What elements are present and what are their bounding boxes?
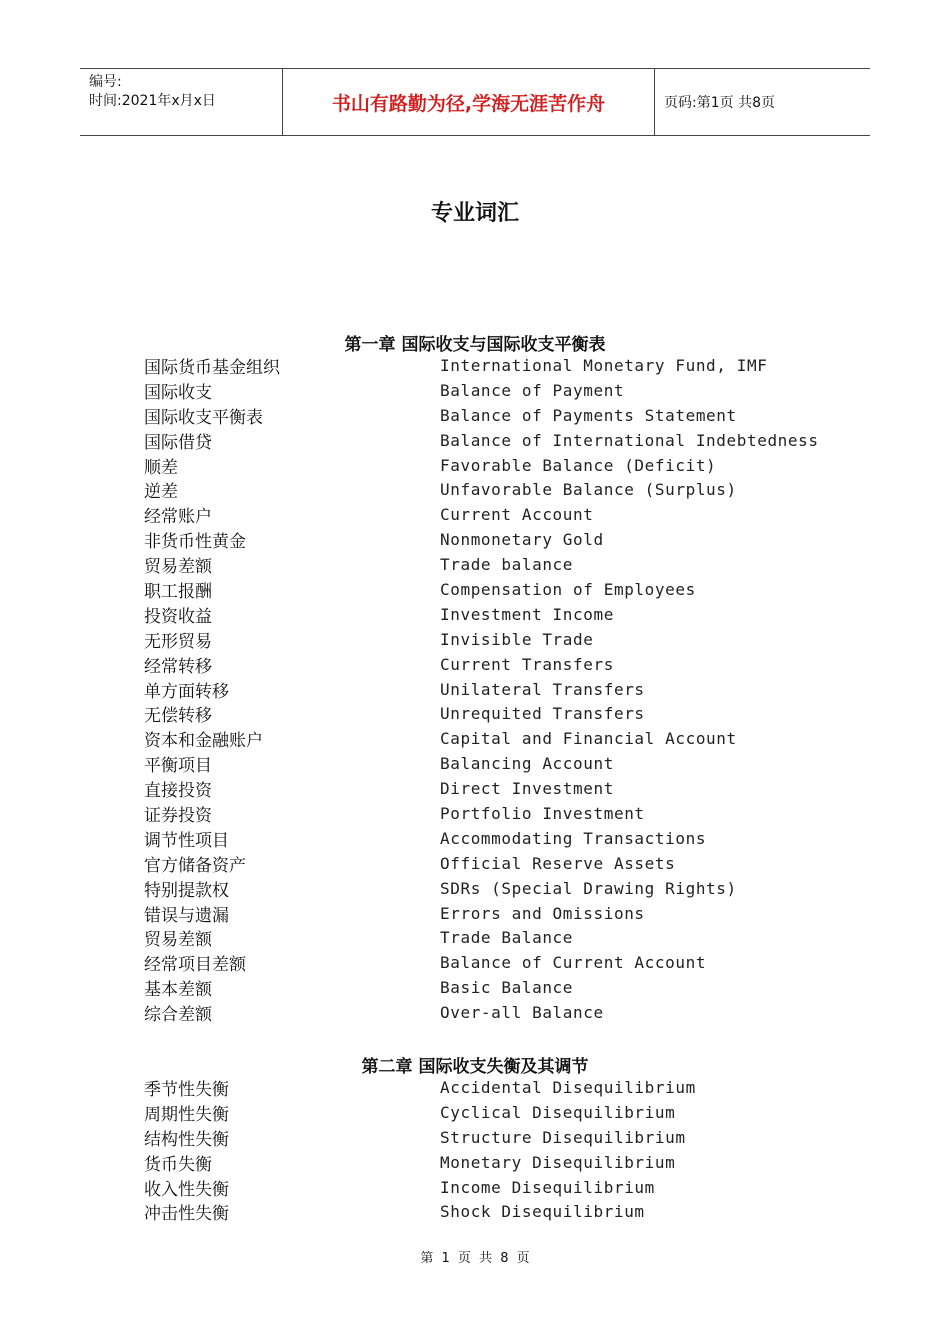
term-english: Trade Balance [440, 928, 574, 948]
number-label: 编号: [89, 74, 122, 90]
term-english: Shock Disequilibrium [440, 1202, 645, 1222]
term-english: Official Reserve Assets [440, 853, 676, 873]
term-row [144, 950, 844, 975]
term-row [144, 851, 844, 876]
term-row [144, 1125, 844, 1150]
term-english: Unrequited Transfers [440, 704, 645, 724]
term-chinese: 证券投资 [144, 805, 212, 826]
term-english: Current Account [440, 505, 594, 525]
chapter-2-heading: 第二章 国际收支失衡及其调节 [361, 1057, 589, 1077]
term-row [144, 403, 844, 428]
term-chinese: 特别提款权 [144, 880, 229, 901]
term-chinese: 货币失衡 [144, 1154, 212, 1175]
header-meta [80, 69, 282, 135]
term-english: Accidental Disequilibrium [440, 1077, 696, 1097]
term-row [144, 751, 844, 776]
term-chinese: 国际货币基金组织 [144, 357, 280, 378]
term-chinese: 综合差额 [144, 1005, 212, 1026]
term-english: Basic Balance [440, 978, 574, 998]
term-chinese: 经常账户 [144, 507, 212, 528]
term-row [144, 901, 844, 926]
term-english: Capital and Financial Account [440, 729, 737, 749]
term-english: Over-all Balance [440, 1003, 604, 1023]
page-footer: 第 1 页 共 8 页 [420, 1251, 530, 1266]
term-row [144, 552, 844, 577]
term-row [144, 1199, 844, 1224]
term-row [144, 353, 844, 378]
term-row [144, 975, 844, 1000]
term-row [144, 726, 844, 751]
term-row [144, 577, 844, 602]
term-row [144, 1075, 844, 1100]
term-chinese: 无偿转移 [144, 706, 212, 727]
chapter-1-heading: 第一章 国际收支与国际收支平衡表 [344, 335, 606, 355]
term-chinese: 收入性失衡 [144, 1179, 229, 1200]
term-row [144, 826, 844, 851]
term-english: Cyclical Disequilibrium [440, 1102, 676, 1122]
term-row [144, 1175, 844, 1200]
term-chinese: 冲击性失衡 [144, 1204, 229, 1225]
term-chinese: 逆差 [144, 482, 178, 503]
term-english: Nonmonetary Gold [440, 530, 604, 550]
term-english: Balance of Payments Statement [440, 405, 737, 425]
term-english: International Monetary Fund, IMF [440, 355, 768, 375]
term-english: Invisible Trade [440, 629, 594, 649]
term-english: Portfolio Investment [440, 803, 645, 823]
term-row [144, 477, 844, 502]
term-row [144, 652, 844, 677]
term-chinese: 职工报酬 [144, 581, 212, 602]
term-row [144, 1100, 844, 1125]
term-english: Income Disequilibrium [440, 1177, 655, 1197]
term-row [144, 701, 844, 726]
header-motto: 书山有路勤为径,学海无涯苦作舟 [282, 69, 655, 135]
chapter-2-glossary [144, 1075, 844, 1224]
term-chinese: 顺差 [144, 457, 178, 478]
term-chinese: 资本和金融账户 [144, 731, 263, 752]
term-chinese: 国际收支 [144, 382, 212, 403]
term-chinese: 调节性项目 [144, 830, 229, 851]
term-english: SDRs (Special Drawing Rights) [440, 878, 737, 898]
term-chinese: 非货币性黄金 [144, 532, 246, 553]
term-chinese: 季节性失衡 [144, 1079, 229, 1100]
term-chinese: 基本差额 [144, 980, 212, 1001]
term-english: Structure Disequilibrium [440, 1127, 686, 1147]
term-row [144, 925, 844, 950]
term-chinese: 周期性失衡 [144, 1104, 229, 1125]
term-chinese: 经常项目差额 [144, 955, 246, 976]
term-english: Balancing Account [440, 754, 614, 774]
term-english: Balance of Current Account [440, 953, 707, 973]
term-english: Accommodating Transactions [440, 828, 707, 848]
term-chinese: 贸易差额 [144, 930, 212, 951]
term-row [144, 627, 844, 652]
term-chinese: 平衡项目 [144, 756, 212, 777]
term-chinese: 单方面转移 [144, 681, 229, 702]
term-chinese: 直接投资 [144, 781, 212, 802]
term-row [144, 378, 844, 403]
term-row [144, 776, 844, 801]
term-english: Trade balance [440, 555, 574, 575]
term-chinese: 经常转移 [144, 656, 212, 677]
term-row [144, 602, 844, 627]
term-chinese: 无形贸易 [144, 631, 212, 652]
term-chinese: 贸易差额 [144, 557, 212, 578]
term-chinese: 官方储备资产 [144, 855, 246, 876]
term-english: Monetary Disequilibrium [440, 1152, 676, 1172]
term-chinese: 错误与遗漏 [144, 905, 229, 926]
term-english: Unfavorable Balance (Surplus) [440, 480, 737, 500]
term-row [144, 677, 844, 702]
term-english: Direct Investment [440, 779, 614, 799]
term-english: Errors and Omissions [440, 903, 645, 923]
term-english: Compensation of Employees [440, 579, 696, 599]
document-title: 专业词汇 [430, 201, 519, 226]
term-row [144, 801, 844, 826]
term-english: Balance of Payment [440, 380, 625, 400]
term-english: Unilateral Transfers [440, 679, 645, 699]
term-row [144, 876, 844, 901]
term-chinese: 国际收支平衡表 [144, 407, 263, 428]
term-row [144, 527, 844, 552]
term-row [144, 502, 844, 527]
term-row [144, 1150, 844, 1175]
term-row [144, 453, 844, 478]
chapter-1-glossary [144, 353, 844, 1025]
term-english: Investment Income [440, 604, 614, 624]
term-chinese: 国际借贷 [144, 432, 212, 453]
term-chinese: 投资收益 [144, 606, 212, 627]
term-chinese: 结构性失衡 [144, 1129, 229, 1150]
term-row [144, 428, 844, 453]
term-english: Favorable Balance (Deficit) [440, 455, 717, 475]
header-page-info: 页码:第1页 共8页 [664, 95, 775, 111]
term-row [144, 1000, 844, 1025]
term-english: Balance of International Indebtedness [440, 430, 819, 450]
page-header [80, 68, 870, 136]
time-label: 时间:2021年x月x日 [89, 93, 216, 109]
term-english: Current Transfers [440, 654, 614, 674]
